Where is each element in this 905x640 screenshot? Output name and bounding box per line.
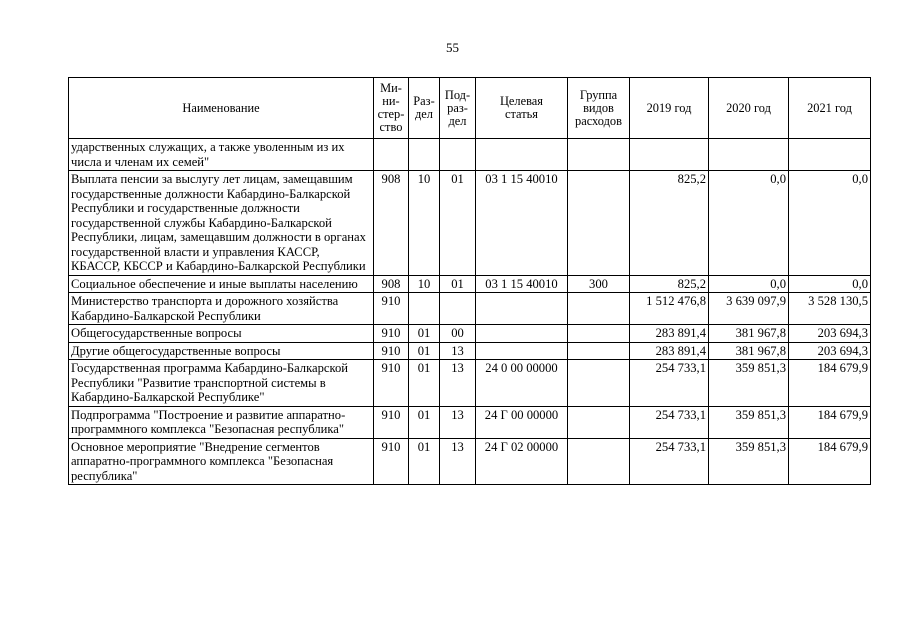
cell-y2020: 0,0 (709, 171, 789, 276)
cell-ministry: 910 (374, 438, 409, 485)
table-row (69, 342, 871, 360)
cell-y2021: 184 679,9 (789, 360, 871, 407)
cell-group (568, 342, 630, 360)
cell-subsection (440, 293, 476, 325)
cell-group (568, 360, 630, 407)
cell-ministry (374, 139, 409, 171)
cell-name: Основное мероприятие "Внедрение сегментов аппаратно-программного комплекса "Безопасная республика" (69, 438, 374, 485)
cell-y2020: 359 851,3 (709, 438, 789, 485)
cell-target: 03 1 15 40010 (476, 171, 568, 276)
cell-target (476, 139, 568, 171)
table-row (69, 325, 871, 343)
cell-y2021: 0,0 (789, 275, 871, 293)
cell-subsection: 01 (440, 275, 476, 293)
table-row (69, 275, 871, 293)
page-number: 55 (446, 40, 459, 55)
header-2020: 2020 год (709, 78, 789, 139)
cell-y2019: 283 891,4 (630, 325, 709, 343)
cell-y2021: 203 694,3 (789, 325, 871, 343)
cell-y2019: 825,2 (630, 275, 709, 293)
cell-y2020: 381 967,8 (709, 325, 789, 343)
cell-section: 01 (409, 360, 440, 407)
cell-y2020: 0,0 (709, 275, 789, 293)
cell-y2020: 3 639 097,9 (709, 293, 789, 325)
cell-target: 24 Г 02 00000 (476, 438, 568, 485)
cell-y2019: 1 512 476,8 (630, 293, 709, 325)
cell-name: Другие общегосударственные вопросы (69, 342, 374, 360)
cell-section: 10 (409, 171, 440, 276)
cell-group (568, 325, 630, 343)
cell-subsection: 13 (440, 438, 476, 485)
cell-group (568, 171, 630, 276)
cell-section: 10 (409, 275, 440, 293)
cell-subsection: 13 (440, 406, 476, 438)
cell-name: Общегосударственные вопросы (69, 325, 374, 343)
cell-subsection: 13 (440, 342, 476, 360)
cell-section: 01 (409, 438, 440, 485)
cell-name: ударственных служащих, а также уволенным из их числа и членам их семей" (69, 139, 374, 171)
header-ministry: Ми- ни- стер- ство (374, 78, 409, 139)
cell-y2020: 359 851,3 (709, 406, 789, 438)
cell-ministry: 910 (374, 406, 409, 438)
cell-target (476, 293, 568, 325)
cell-group (568, 438, 630, 485)
cell-subsection: 13 (440, 360, 476, 407)
cell-target: 24 0 00 00000 (476, 360, 568, 407)
cell-ministry: 910 (374, 360, 409, 407)
cell-y2020: 359 851,3 (709, 360, 789, 407)
cell-ministry: 908 (374, 275, 409, 293)
cell-name: Социальное обеспечение и иные выплаты населению (69, 275, 374, 293)
cell-y2019: 283 891,4 (630, 342, 709, 360)
cell-ministry: 908 (374, 171, 409, 276)
table-row (69, 360, 871, 407)
cell-y2021: 184 679,9 (789, 406, 871, 438)
cell-y2020: 381 967,8 (709, 342, 789, 360)
cell-target: 03 1 15 40010 (476, 275, 568, 293)
table-row (69, 171, 871, 276)
table-row (69, 406, 871, 438)
cell-y2019: 254 733,1 (630, 406, 709, 438)
header-target: Целевая статья (476, 78, 568, 139)
header-2021: 2021 год (789, 78, 871, 139)
cell-section (409, 139, 440, 171)
cell-group (568, 139, 630, 171)
cell-y2020 (709, 139, 789, 171)
table-row (69, 139, 871, 171)
cell-group: 300 (568, 275, 630, 293)
cell-subsection: 01 (440, 171, 476, 276)
header-2019: 2019 год (630, 78, 709, 139)
cell-target: 24 Г 00 00000 (476, 406, 568, 438)
cell-y2021: 203 694,3 (789, 342, 871, 360)
header-row (69, 78, 871, 139)
cell-group (568, 406, 630, 438)
table-row (69, 438, 871, 485)
cell-group (568, 293, 630, 325)
cell-target (476, 325, 568, 343)
cell-name: Государственная программа Кабардино-Балкарской Республики "Развитие транспортной системы в Кабардино-Балкарской Республике" (69, 360, 374, 407)
cell-section (409, 293, 440, 325)
cell-ministry: 910 (374, 293, 409, 325)
cell-ministry: 910 (374, 325, 409, 343)
cell-name: Выплата пенсии за выслугу лет лицам, замещавшим государственные должности Кабардино-Балкарской Республики и государственные должности государственной службы Кабардино-Балкарской Республики, лицам, замещавшим должности в органах государственной власти и управления КАССР, КБАССР, КБССР и Кабардино-Балкарской Республики (69, 171, 374, 276)
cell-section: 01 (409, 406, 440, 438)
cell-subsection (440, 139, 476, 171)
cell-ministry: 910 (374, 342, 409, 360)
cell-y2021: 3 528 130,5 (789, 293, 871, 325)
budget-table (68, 77, 871, 485)
cell-y2019 (630, 139, 709, 171)
cell-y2019: 254 733,1 (630, 438, 709, 485)
header-group: Группа видов расходов (568, 78, 630, 139)
cell-y2019: 254 733,1 (630, 360, 709, 407)
cell-section: 01 (409, 325, 440, 343)
cell-subsection: 00 (440, 325, 476, 343)
cell-y2021 (789, 139, 871, 171)
cell-target (476, 342, 568, 360)
cell-name: Подпрограмма "Построение и развитие аппаратно-программного комплекса "Безопасная республика" (69, 406, 374, 438)
cell-name: Министерство транспорта и дорожного хозяйства Кабардино-Балкарской Республики (69, 293, 374, 325)
header-section: Раз- дел (409, 78, 440, 139)
cell-y2019: 825,2 (630, 171, 709, 276)
table-row (69, 293, 871, 325)
header-name: Наименование (69, 78, 374, 139)
cell-section: 01 (409, 342, 440, 360)
header-subsection: Под- раз- дел (440, 78, 476, 139)
cell-y2021: 184 679,9 (789, 438, 871, 485)
cell-y2021: 0,0 (789, 171, 871, 276)
